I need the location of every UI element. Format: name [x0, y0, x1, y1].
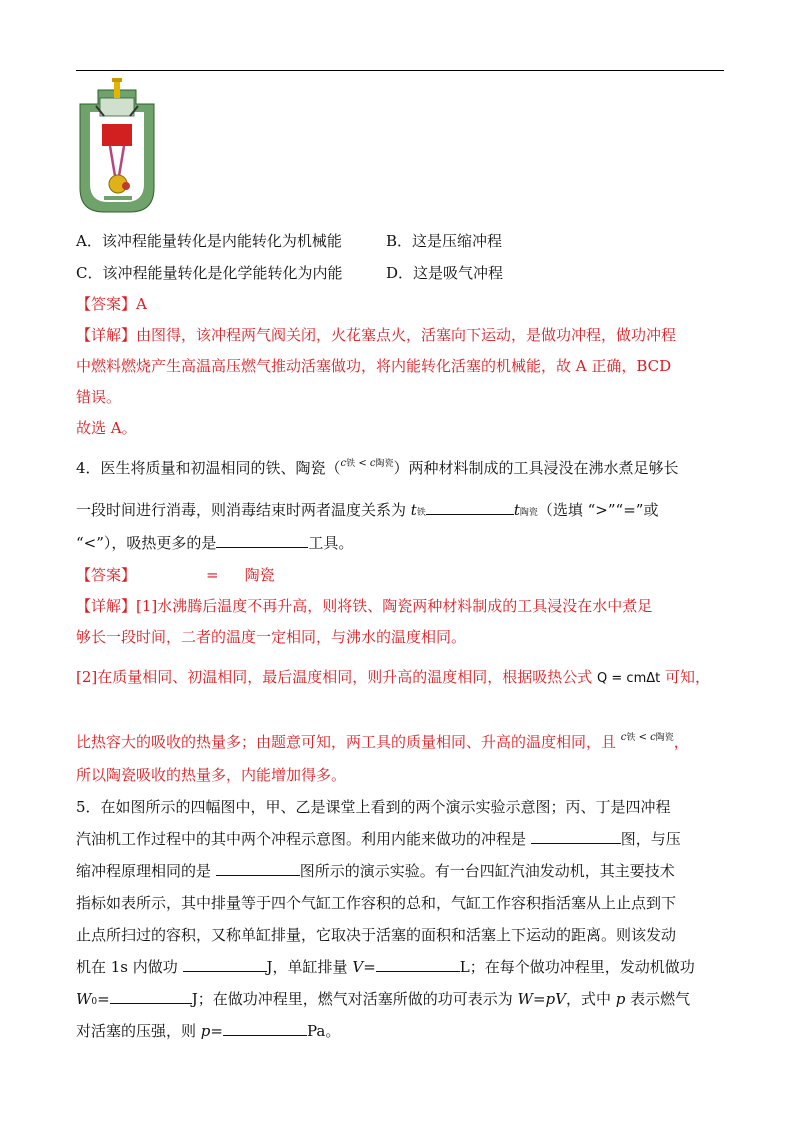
- header-rule: [76, 70, 724, 71]
- c-iron-less-than-c-ceramic-2: c铁 < c陶瓷: [620, 732, 674, 743]
- answer-blank-1[interactable]: [426, 500, 514, 515]
- q4-detail-line-5: 所以陶瓷吸收的热量多，内能增加得多。: [76, 766, 347, 784]
- q5-line-7: W0= J；在做功冲程里，燃气对活塞所做的功可表示为 W=pV，式中 p 表示燃气: [76, 990, 691, 1008]
- q4-answer: 【答案】 = 陶瓷: [76, 566, 275, 584]
- answer-blank-7[interactable]: [110, 989, 192, 1004]
- q3-answer: 【答案】A: [76, 295, 147, 313]
- q5-line-5: 止点所扫过的容积，又称单缸排量，它取决于活塞的面积和活塞上下运动的距离。则该发动: [76, 926, 677, 944]
- heat-formula: Q = cmΔt: [597, 671, 661, 686]
- q3-detail-line-3: 错误。: [76, 388, 122, 406]
- q4-line-2: 一段时间进行消毒，则消毒结束时两者温度关系为 t铁 t陶瓷（选填 “>”“=”或: [76, 501, 659, 519]
- q4-detail-line-3: [2]在质量相同、初温相同，最后温度相同，则升高的温度相同，根据吸热公式 Q = cmΔt 可知，: [76, 668, 711, 686]
- answer-blank-4[interactable]: [216, 861, 300, 876]
- option-d: D．这是吸气冲程: [386, 264, 504, 282]
- c-iron-less-than-c-ceramic: c铁 < c陶瓷: [340, 458, 394, 469]
- answer-blank-3[interactable]: [531, 829, 621, 844]
- option-a: A．该冲程能量转化是内能转化为机械能: [76, 232, 342, 250]
- answer-blank-5[interactable]: [183, 957, 267, 972]
- q4-detail-line-4: 比热容大的吸收的热量多；由题意可知，两工具的质量相同、升高的温度相同，且 $^{c铁 < c陶瓷}$，: [76, 732, 689, 751]
- engine-power-stroke-diagram: [74, 78, 160, 218]
- option-c: C．该冲程能量转化是化学能转化为内能: [76, 264, 343, 282]
- q3-detail-line-1: 【详解】由图得，该冲程两气阀关闭，火花塞点火，活塞向下运动，是做功冲程，做功冲程: [76, 326, 677, 344]
- q5-line-1: 5．在如图所示的四幅图中，甲、乙是课堂上看到的两个演示实验示意图；丙、丁是四冲程: [76, 798, 671, 816]
- option-b: B．这是压缩冲程: [386, 232, 503, 250]
- q5-line-6: 机在 1s 内做功 J，单缸排量 V= L；在每个做功冲程里，发动机做功: [76, 958, 695, 976]
- answer-blank-2[interactable]: [216, 533, 308, 548]
- q3-choose: 故选 A。: [76, 419, 137, 437]
- q5-line-4: 指标如表所示，其中排量等于四个气缸工作容积的总和，气缸工作容积指活塞从上止点到下: [76, 894, 677, 912]
- q4-detail-line-2: 够长一段时间，二者的温度一定相同，与沸水的温度相同。: [76, 628, 467, 646]
- answer-blank-8[interactable]: [223, 1021, 307, 1036]
- q5-line-8: 对活塞的压强，则 p= Pa。: [76, 1022, 341, 1040]
- q4-line-3: “<”），吸热更多的是 工具。: [76, 534, 354, 552]
- answer-blank-6[interactable]: [376, 957, 460, 972]
- q4-detail-line-1: 【详解】[1]水沸腾后温度不再升高，则将铁、陶瓷两种材料制成的工具浸没在水中煮足: [76, 597, 653, 615]
- q3-detail-line-2: 中燃料燃烧产生高温高压燃气推动活塞做功，将内能转化活塞的机械能，故 A 正确，BCD: [76, 357, 672, 375]
- q4-line-1: 4．医生将质量和初温相同的铁、陶瓷（$^{c铁 < c陶瓷}$）两种材料制成的工具浸没在沸水煮足够长: [76, 458, 679, 477]
- q5-line-3: 缩冲程原理相同的是 图所示的演示实验。有一台四缸汽油发动机，其主要技术: [76, 862, 675, 880]
- q5-line-2: 汽油机工作过程中的其中两个冲程示意图。利用内能来做功的冲程是 图，与压: [76, 830, 681, 848]
